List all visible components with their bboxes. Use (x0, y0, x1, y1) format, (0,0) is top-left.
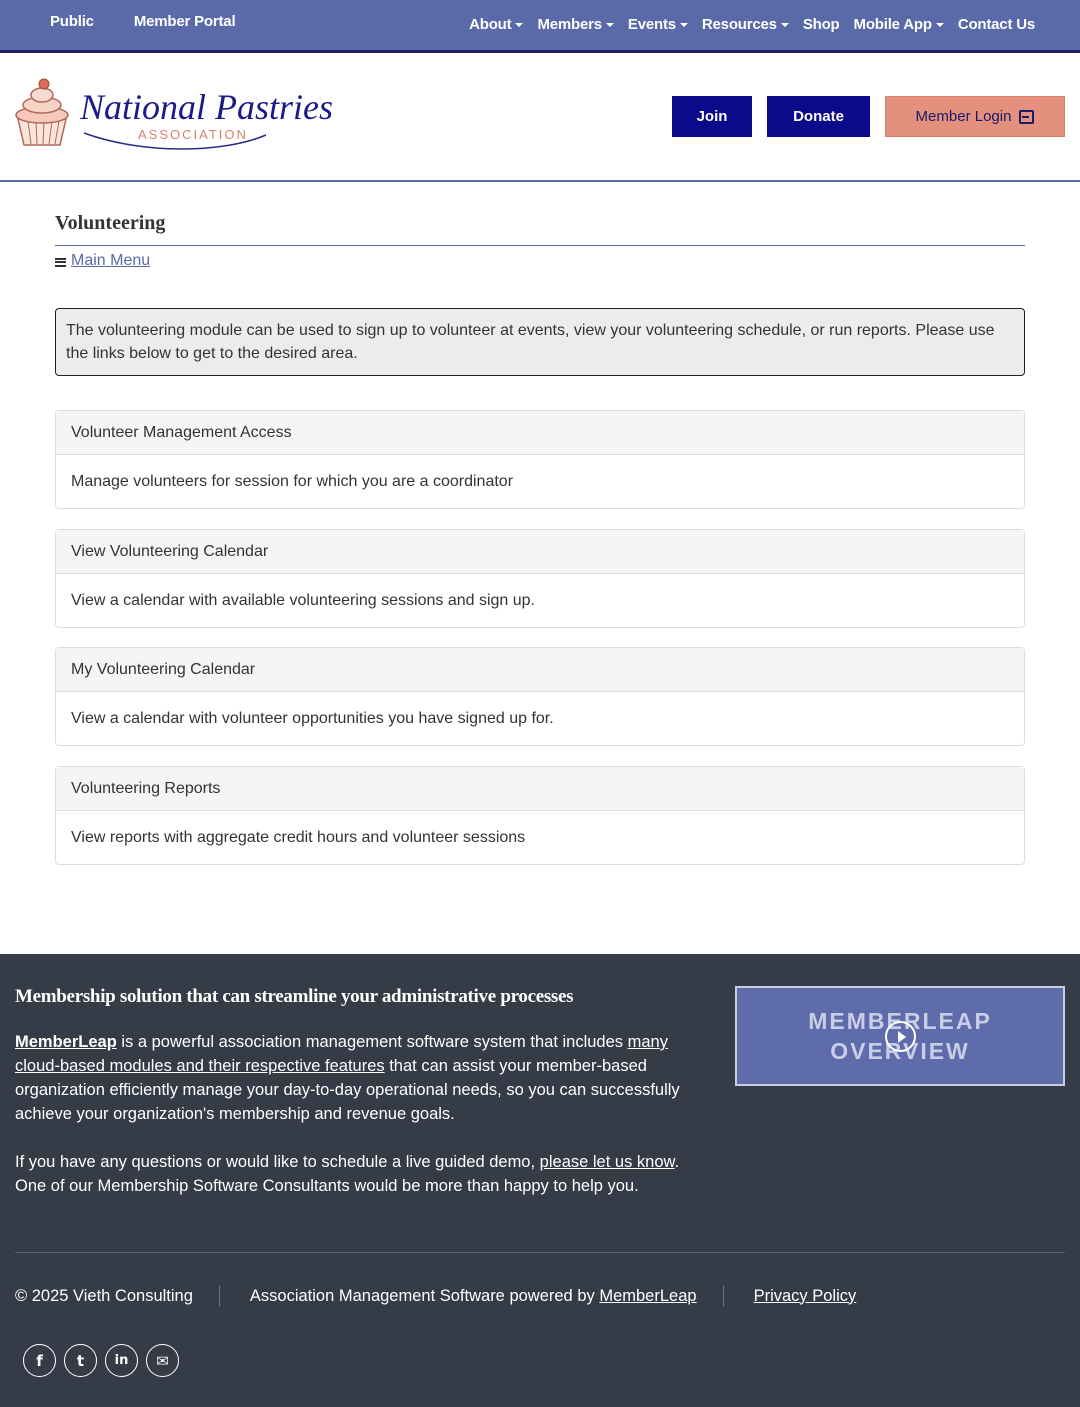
nav-shop[interactable] (803, 16, 840, 33)
main-menu-link[interactable] (55, 252, 150, 270)
footer-separator (723, 1285, 724, 1307)
nav-member-portal-link[interactable]: Member Portal (133, 13, 236, 30)
play-icon[interactable] (885, 1021, 916, 1052)
member-login-button[interactable] (885, 96, 1065, 137)
privacy-policy-link[interactable]: Privacy Policy (753, 1286, 857, 1305)
info-box: The volunteering module can be used to sign up to volunteer at events, view your volunteering schedule, or run reports. Please use the links below to get to the desired area. (55, 308, 1025, 376)
nav-public-link[interactable]: Public (50, 13, 94, 30)
sign-in-icon (1019, 110, 1034, 124)
chevron-down-icon (936, 23, 944, 27)
nav-events-label: Events (627, 16, 676, 33)
site-header (0, 53, 1080, 182)
nav-resources-label: Resources (701, 16, 777, 33)
svg-text:National Pastries: National Pastries (80, 87, 334, 127)
site-logo[interactable] (14, 75, 334, 159)
footer-separator (219, 1285, 220, 1307)
panel-heading[interactable]: View Volunteering Calendar (56, 530, 1024, 574)
nav-shop-label: Shop (802, 16, 840, 33)
nav-about[interactable] (469, 16, 523, 33)
twitter-icon[interactable]: t (64, 1344, 97, 1377)
svg-text:ASSOCIATION: ASSOCIATION (138, 127, 248, 142)
main-menu-label: Main Menu (71, 252, 151, 269)
page-title: Volunteering (55, 212, 166, 234)
powered-by-memberleap-link[interactable]: MemberLeap (599, 1286, 697, 1305)
member-login-label: Member Login (915, 108, 1012, 125)
panel-heading[interactable]: Volunteering Reports (56, 767, 1024, 811)
memberleap-overview-video[interactable] (735, 986, 1065, 1086)
nav-events[interactable] (628, 16, 688, 33)
facebook-icon[interactable]: f (23, 1344, 56, 1377)
nav-contact-us-label: Contact Us (957, 16, 1035, 33)
chevron-down-icon (606, 23, 614, 27)
panel-volunteering-reports[interactable] (55, 766, 1025, 865)
email-icon[interactable]: ✉ (146, 1344, 179, 1377)
footer-text-segment: If you have any questions or would like to schedule a live guided demo, (15, 1153, 540, 1171)
panel-volunteer-management[interactable] (55, 410, 1025, 509)
footer-text-segment: is a powerful association management software system that includes (116, 1033, 628, 1051)
nav-mobile-app[interactable] (854, 16, 944, 33)
footer-text-segment: . One of our Membership Software Consultants would be more than happy to help you. (15, 1153, 680, 1195)
video-title-line1: MEMBERLEAP (808, 1008, 992, 1034)
top-nav-bar (0, 0, 1080, 53)
social-links (23, 1344, 179, 1377)
footer-text-segment: that can assist your member-based organization efficiently manage your day-to-day operational needs, so you can successfully achieve your organization's membership and revenue goals. (15, 1057, 680, 1123)
memberleap-link[interactable]: MemberLeap (15, 1033, 117, 1051)
contact-us-link[interactable]: please let us know (539, 1153, 675, 1171)
footer-bottom-bar (15, 1285, 856, 1307)
panel-body: View a calendar with volunteer opportunities you have signed up for. (71, 709, 554, 727)
nav-members[interactable] (537, 16, 613, 33)
nav-mobile-app-label: Mobile App (853, 16, 932, 33)
chevron-down-icon (515, 23, 523, 27)
hamburger-icon (55, 258, 66, 267)
linkedin-icon[interactable]: in (105, 1344, 138, 1377)
nav-about-label: About (469, 16, 512, 33)
panel-heading[interactable]: My Volunteering Calendar (56, 648, 1024, 692)
powered-by-text (250, 1287, 697, 1306)
cupcake-logo-icon (14, 75, 334, 159)
panel-body: View reports with aggregate credit hours and volunteer sessions (71, 828, 526, 846)
panel-body: View a calendar with available volunteering sessions and sign up. (71, 591, 535, 609)
chevron-down-icon (781, 23, 789, 27)
footer-heading: Membership solution that can streamline your administrative processes (15, 986, 574, 1007)
footer-divider (15, 1252, 1065, 1253)
modules-features-link[interactable]: many cloud-based modules and their respective features (15, 1033, 668, 1075)
powered-by-label: Association Management Software powered by (249, 1286, 600, 1305)
donate-button[interactable]: Donate (767, 96, 870, 137)
panel-heading[interactable]: Volunteer Management Access (56, 411, 1024, 455)
site-footer (0, 954, 1080, 1407)
video-title-line2: OVERVIEW (830, 1038, 970, 1064)
nav-members-label: Members (537, 16, 602, 33)
panel-my-volunteering-calendar[interactable] (55, 647, 1025, 746)
chevron-down-icon (680, 23, 688, 27)
join-button[interactable]: Join (672, 96, 752, 137)
nav-contact-us[interactable] (958, 16, 1035, 33)
footer-description (15, 1030, 705, 1198)
title-divider (55, 245, 1025, 246)
panel-body: Manage volunteers for session for which you are a coordinator (71, 472, 514, 490)
copyright-text: © 2025 Vieth Consulting (15, 1286, 193, 1305)
nav-resources[interactable] (702, 16, 789, 33)
panel-view-volunteering-calendar[interactable] (55, 529, 1025, 628)
